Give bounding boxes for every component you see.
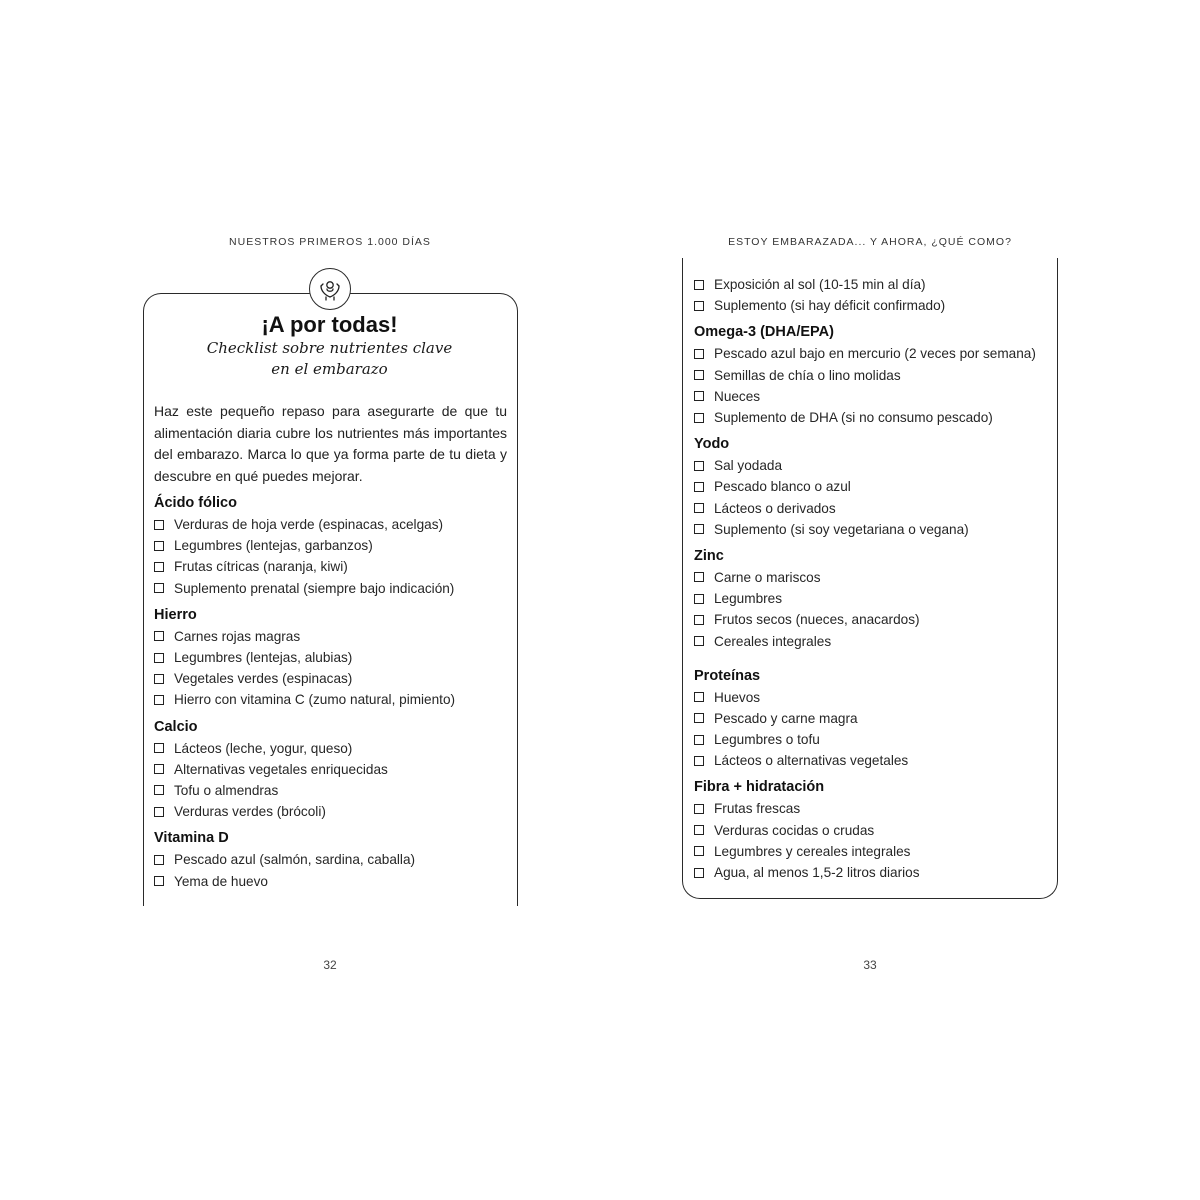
hands-holding-baby-icon: [309, 268, 351, 310]
checklist-item-label: Vegetales verdes (espinacas): [174, 671, 353, 687]
checkbox[interactable]: [694, 391, 704, 401]
intro-paragraph: Haz este pequeño repaso para asegurarte de que tu alimentación diaria cubre los nutrientes más importantes del embarazo. Marca lo que ya forma parte de tu dieta y descubre en qué puedes mejorar.: [154, 403, 507, 484]
checklist-item-label: Legumbres (lentejas, alubias): [174, 650, 353, 666]
checklist-item-label: Verduras verdes (brócoli): [174, 804, 326, 820]
section-title: Zinc: [694, 547, 724, 564]
section-title: Ácido fólico: [154, 495, 237, 511]
checklist-item: [694, 609, 1054, 630]
checkbox[interactable]: [154, 583, 164, 593]
checkbox[interactable]: [694, 868, 704, 878]
checklist-item-label: Frutas cítricas (naranja, kiwi): [174, 559, 348, 575]
left-checklist: [154, 493, 514, 892]
checkbox[interactable]: [694, 615, 704, 625]
checkbox[interactable]: [694, 482, 704, 492]
checkbox[interactable]: [154, 631, 164, 641]
checkbox[interactable]: [694, 572, 704, 582]
checklist-item: [154, 801, 514, 822]
checkbox[interactable]: [154, 520, 164, 530]
checkbox[interactable]: [694, 524, 704, 534]
checklist-item: [694, 498, 1054, 519]
continued-items: [694, 274, 1054, 316]
checklist-item: [694, 708, 1054, 729]
checklist-item-label: Pescado azul bajo en mercurio (2 veces por semana): [714, 346, 1036, 362]
checklist-item: [694, 630, 1054, 651]
checkbox[interactable]: [694, 301, 704, 311]
checklist-item: [154, 689, 514, 710]
checklist-title: ¡A por todas!: [261, 312, 398, 337]
section-title: Yodo: [694, 436, 730, 453]
checklist-item-label: Agua, al menos 1,5-2 litros diarios: [714, 865, 920, 881]
checklist-item: [694, 588, 1054, 609]
subtitle-line-2: en el embarazo: [271, 360, 388, 378]
checkbox[interactable]: [154, 562, 164, 572]
section-title: Calcio: [154, 718, 198, 735]
checklist-item: [694, 295, 1054, 316]
checklist-item-label: Frutos secos (nueces, anacardos): [714, 612, 920, 628]
checklist-item-label: Pescado blanco o azul: [714, 479, 851, 495]
checklist-item-label: Pescado y carne magra: [714, 710, 858, 726]
checkbox[interactable]: [694, 280, 704, 290]
checklist-item: [154, 849, 514, 870]
checklist-item: [694, 455, 1054, 476]
checkbox[interactable]: [694, 594, 704, 604]
checklist-item-label: Legumbres y cereales integrales: [714, 843, 911, 859]
checklist-item-label: Suplemento (si hay déficit confirmado): [714, 298, 946, 314]
right-checklist: [694, 274, 1054, 883]
right-page-number: 33: [863, 958, 877, 972]
right-running-head: ESTOY EMBARAZADA... Y AHORA, ¿QUÉ COMO?: [728, 236, 1012, 248]
checklist-item: [154, 647, 514, 668]
section-title: Fibra + hidratación: [694, 779, 825, 796]
checklist-item-label: Nueces: [714, 388, 761, 404]
checkbox[interactable]: [154, 541, 164, 551]
checklist-subtitle: [143, 338, 516, 380]
checklist-item-label: Yema de huevo: [174, 873, 268, 889]
checkbox[interactable]: [694, 804, 704, 814]
checklist-item: [694, 519, 1054, 540]
checklist-item-label: Alternativas vegetales enriquecidas: [174, 761, 388, 777]
checkbox[interactable]: [694, 461, 704, 471]
checkbox[interactable]: [154, 876, 164, 886]
checkbox[interactable]: [694, 735, 704, 745]
checklist-item-label: Legumbres: [714, 591, 783, 607]
nutrient-section: [154, 828, 514, 891]
checklist-item-label: Semillas de chía o lino molidas: [714, 367, 901, 383]
checklist-item: [154, 626, 514, 647]
checklist-item: [154, 535, 514, 556]
checkbox[interactable]: [154, 674, 164, 684]
section-title: Omega-3 (DHA/EPA): [694, 324, 834, 341]
section-title: Proteínas: [694, 667, 761, 684]
checkbox[interactable]: [154, 653, 164, 663]
checkbox[interactable]: [694, 756, 704, 766]
checklist-item-label: Legumbres o tofu: [714, 732, 820, 748]
checklist-item: [694, 274, 1054, 295]
checklist-item-label: Carne o mariscos: [714, 569, 821, 585]
checkbox[interactable]: [154, 695, 164, 705]
checklist-item: [694, 729, 1054, 750]
checkbox[interactable]: [694, 349, 704, 359]
checklist-item: [154, 759, 514, 780]
nutrient-section: [154, 605, 514, 711]
nutrient-section: [694, 777, 1054, 883]
checklist-item: [154, 870, 514, 891]
checklist-item: [694, 476, 1054, 497]
checkbox[interactable]: [154, 785, 164, 795]
checklist-item-label: Exposición al sol (10-15 min al día): [714, 277, 926, 293]
section-title: Vitamina D: [154, 830, 229, 847]
checklist-item: [694, 407, 1054, 428]
checklist-item-label: Verduras cocidas o crudas: [714, 822, 875, 838]
checklist-item-label: Lácteos o derivados: [714, 500, 836, 516]
checklist-item-label: Frutas frescas: [714, 801, 801, 817]
checklist-item: [694, 687, 1054, 708]
nutrient-section: [694, 666, 1054, 772]
checkbox[interactable]: [694, 503, 704, 513]
checklist-item: [694, 343, 1054, 364]
checklist-item-label: Hierro con vitamina C (zumo natural, pimiento): [174, 692, 456, 708]
checklist-item: [154, 556, 514, 577]
checklist-item-label: Legumbres (lentejas, garbanzos): [174, 538, 373, 554]
checklist-item-label: Suplemento de DHA (si no consumo pescado): [714, 410, 993, 426]
nutrient-section: [694, 434, 1054, 540]
checklist-item: [154, 578, 514, 599]
checklist-item-label: Suplemento prenatal (siempre bajo indicación): [174, 580, 455, 596]
nutrient-section: [694, 546, 1054, 652]
checklist-item-label: Carnes rojas magras: [174, 628, 301, 644]
checklist-item-label: Suplemento (si soy vegetariana o vegana): [714, 521, 969, 537]
checklist-item: [154, 668, 514, 689]
checklist-item-label: Lácteos (leche, yogur, queso): [174, 740, 353, 756]
left-running-head: NUESTROS PRIMEROS 1.000 DÍAS: [229, 236, 431, 248]
checklist-item-label: Lácteos o alternativas vegetales: [714, 753, 909, 769]
checkbox[interactable]: [694, 692, 704, 702]
checklist-item: [694, 820, 1054, 841]
checklist-item: [154, 514, 514, 535]
nutrient-section: [694, 322, 1054, 428]
checklist-item: [694, 386, 1054, 407]
checkbox[interactable]: [694, 370, 704, 380]
checklist-item-label: Cereales integrales: [714, 633, 832, 649]
checklist-item: [694, 841, 1054, 862]
checklist-item: [694, 798, 1054, 819]
checkbox[interactable]: [694, 713, 704, 723]
nutrient-section: [154, 717, 514, 823]
nutrient-section: [154, 493, 514, 599]
checkbox[interactable]: [154, 855, 164, 865]
checklist-item: [694, 365, 1054, 386]
checkbox[interactable]: [694, 636, 704, 646]
checklist-item: [694, 567, 1054, 588]
left-page-number: 32: [323, 958, 337, 972]
checklist-item-label: Pescado azul (salmón, sardina, caballa): [174, 852, 416, 868]
checklist-item: [154, 738, 514, 759]
subtitle-line-1: Checklist sobre nutrientes clave: [206, 339, 453, 357]
checklist-item: [154, 780, 514, 801]
checkbox[interactable]: [694, 413, 704, 423]
checklist-item: [694, 862, 1054, 883]
checklist-item-label: Huevos: [714, 689, 761, 705]
checklist-item-label: Sal yodada: [714, 458, 783, 474]
checkbox[interactable]: [154, 807, 164, 817]
checkbox[interactable]: [154, 764, 164, 774]
checkbox[interactable]: [694, 825, 704, 835]
checkbox[interactable]: [694, 846, 704, 856]
checklist-item: [694, 750, 1054, 771]
checklist-item-label: Tofu o almendras: [174, 782, 279, 798]
checkbox[interactable]: [154, 743, 164, 753]
section-title: Hierro: [154, 606, 197, 623]
checklist-item-label: Verduras de hoja verde (espinacas, acelgas): [174, 517, 444, 533]
